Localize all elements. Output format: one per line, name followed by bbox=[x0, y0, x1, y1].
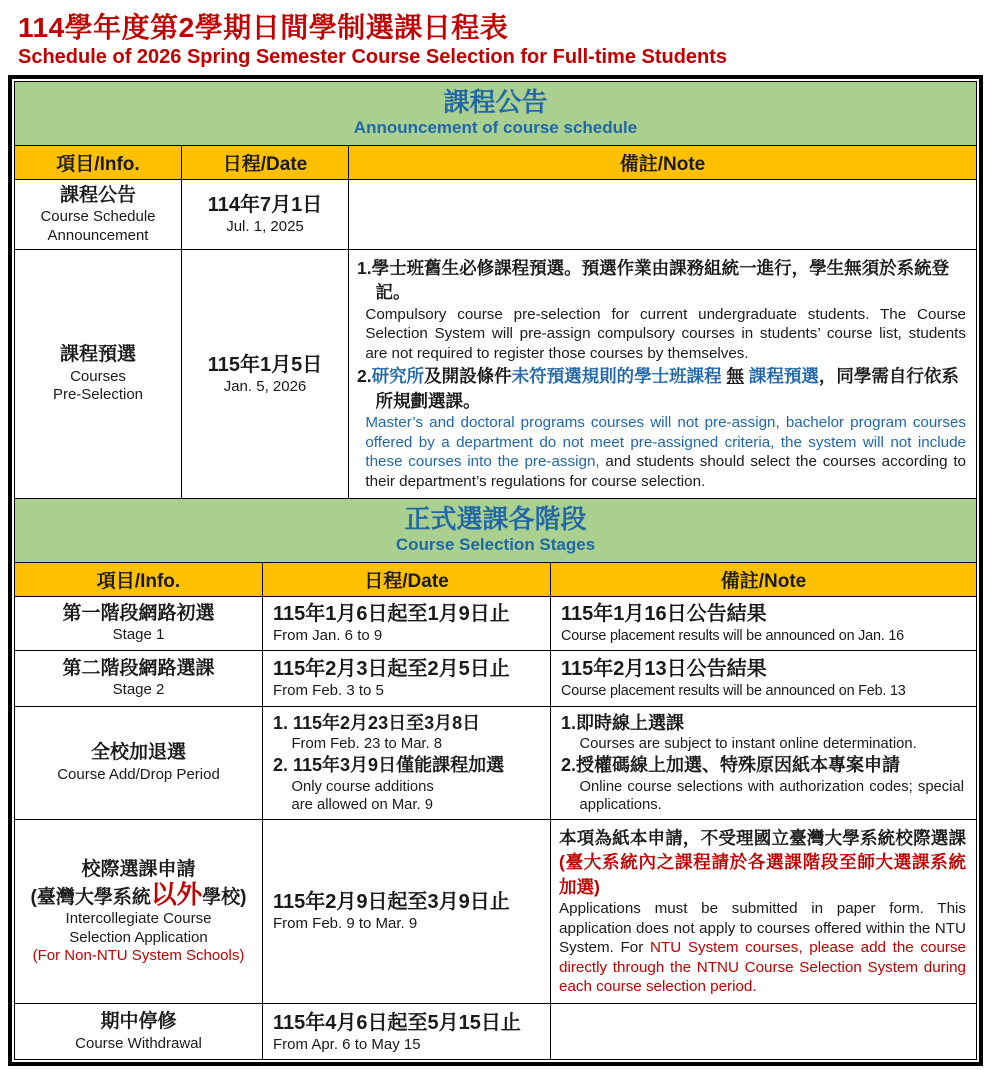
stage1-note-cell bbox=[550, 597, 976, 650]
withdrawal-date-zh: 115年4月6日起至5月15日止 bbox=[273, 1011, 521, 1034]
announcement-date-cell bbox=[181, 180, 348, 249]
page-subtitle: Schedule of 2026 Spring Semester Course Selection for Full-time Students bbox=[18, 46, 728, 68]
intercollegiate-note-zh: 本項為紙本申請，不受理國立臺灣大學系統校際選課(臺大系統內之課程請於各選課階段至師大選課系統加選) bbox=[559, 827, 966, 897]
stage2-note-zh: 115年2月13日公告結果 bbox=[561, 657, 767, 680]
adddrop-note-item2-en: Online course selections with authorization codes; special applications. bbox=[579, 778, 964, 814]
preselection-note-cell bbox=[348, 250, 976, 498]
stage2-note-en: Course placement results will be announced on Feb. 13 bbox=[561, 682, 906, 699]
table-row-stage2 bbox=[14, 651, 977, 707]
intercollegiate-title-zh-line2: (臺灣大學系統以外學校) bbox=[30, 880, 247, 909]
stage1-title-zh: 第一階段網路初選 bbox=[62, 602, 215, 624]
preselection-title-en-line1: Courses bbox=[70, 367, 126, 385]
intercollegiate-date-zh: 115年2月9日起至3月9日止 bbox=[273, 891, 510, 914]
adddrop-note-item1-zh: 1.即時線上選課 bbox=[561, 712, 685, 733]
adddrop-info-cell bbox=[15, 707, 262, 819]
preselection-note-item2-en: Master’s and doctoral programs courses will not pre-assign, bachelor program courses offered by a department do not meet pre-assigned criteria, the system will not include these courses into the pre-assign, and students should select the courses according to their department’s regulations for course selection. bbox=[365, 414, 966, 490]
preselection-date-cell bbox=[181, 250, 348, 498]
intercollegiate-info-cell bbox=[15, 820, 262, 1004]
announcement-title-zh: 課程公告 bbox=[59, 184, 136, 206]
announcement-title-en-line1: Course Schedule bbox=[40, 208, 156, 226]
table-row-announcement bbox=[14, 180, 977, 250]
adddrop-note-item2-zh: 2.授權碼線上加選、特殊原因紙本專案申請 bbox=[561, 755, 901, 776]
intercollegiate-note-cell bbox=[550, 820, 976, 1004]
preselection-date-en: Jan. 5, 2026 bbox=[223, 377, 307, 395]
adddrop-date-item1-zh: 1. 115年2月23日至3月8日 bbox=[273, 712, 481, 733]
stage1-date-en: From Jan. 6 to 9 bbox=[273, 626, 383, 644]
withdrawal-info-cell bbox=[15, 1004, 262, 1059]
stage1-date-cell bbox=[262, 597, 550, 650]
adddrop-date-item2-zh: 2. 115年3月9日僅能課程加選 bbox=[273, 755, 505, 776]
adddrop-title-en: Course Add/Drop Period bbox=[57, 765, 220, 783]
preselection-note-item1-en: Compulsory course pre-selection for current undergraduate students. The Course Selection System will pre-assign compulsory courses in students’ course list, students are not required to register those courses by themselves. bbox=[365, 305, 966, 362]
stage2-title-zh: 第二階段網路選課 bbox=[62, 657, 215, 679]
section2-banner-title-en: Course Selection Stages bbox=[395, 535, 596, 555]
withdrawal-date-cell bbox=[262, 1004, 550, 1059]
preselection-note-item1-zh: 1.學士班舊生必修課程預選。預選作業由課務組統一進行，學生無須於系統登記。 bbox=[357, 257, 950, 303]
adddrop-date-item2-en: Only course additions are allowed on Mar. 9 bbox=[291, 778, 434, 814]
intercollegiate-title-en: Intercollegiate Course Selection Application bbox=[65, 910, 212, 946]
section2-banner bbox=[14, 499, 977, 563]
adddrop-date-item1-en: From Feb. 23 to Mar. 8 bbox=[291, 735, 442, 752]
section1-header-note: 備註/Note bbox=[348, 146, 976, 179]
adddrop-title-zh: 全校加退選 bbox=[90, 742, 186, 764]
stage2-note-cell bbox=[550, 651, 976, 706]
stage2-title-en: Stage 2 bbox=[112, 681, 165, 699]
adddrop-note-item1-en: Courses are subject to instant online determination. bbox=[579, 735, 917, 752]
announcement-note-cell bbox=[348, 180, 976, 249]
table-row-withdrawal bbox=[14, 1004, 977, 1060]
intercollegiate-title-zh-line1: 校際選課申請 bbox=[81, 858, 196, 880]
adddrop-date-cell bbox=[262, 707, 550, 819]
section1-header-date: 日程/Date bbox=[181, 146, 348, 179]
preselection-date-zh: 115年1月5日 bbox=[207, 353, 323, 376]
table-row-preselection bbox=[14, 250, 977, 499]
intercollegiate-date-en: From Feb. 9 to Mar. 9 bbox=[273, 915, 418, 933]
withdrawal-title-en: Course Withdrawal bbox=[75, 1035, 202, 1053]
withdrawal-title-zh: 期中停修 bbox=[100, 1011, 177, 1033]
stage1-title-en: Stage 1 bbox=[112, 626, 165, 644]
page-title: 114學年度第2學期日間學制選課日程表 bbox=[18, 12, 509, 43]
table-row-stage1 bbox=[14, 597, 977, 651]
section2-header-row bbox=[14, 563, 977, 597]
announcement-info-cell bbox=[15, 180, 181, 249]
preselection-title-en-line2: Pre-Selection bbox=[52, 386, 144, 404]
section2-banner-title-zh: 正式選課各階段 bbox=[404, 504, 587, 535]
announcement-date-zh: 114年7月1日 bbox=[207, 193, 323, 216]
schedule-table bbox=[8, 75, 983, 1066]
stage2-date-en: From Feb. 3 to 5 bbox=[273, 681, 384, 699]
announcement-title-en-line2: Announcement bbox=[47, 226, 149, 244]
stage1-note-en: Course placement results will be announced on Jan. 16 bbox=[561, 627, 904, 644]
table-row-adddrop bbox=[14, 707, 977, 820]
section2-header-date: 日程/Date bbox=[262, 563, 550, 596]
adddrop-note-cell bbox=[550, 707, 976, 819]
intercollegiate-date-cell bbox=[262, 820, 550, 1004]
section1-header-info: 項目/Info. bbox=[56, 153, 140, 175]
section1-header-row bbox=[14, 146, 977, 180]
section1-banner-title-zh: 課程公告 bbox=[443, 87, 548, 117]
stage2-info-cell bbox=[15, 651, 262, 706]
announcement-date-en: Jul. 1, 2025 bbox=[226, 217, 304, 235]
intercollegiate-title-en-red: (For Non-NTU System Schools) bbox=[32, 946, 245, 964]
withdrawal-date-en: From Apr. 6 to May 15 bbox=[273, 1035, 421, 1053]
stage1-info-cell bbox=[15, 597, 262, 650]
intercollegiate-note-en: Applications must be submitted in paper form. This application does not apply to courses offered within the NTU System. For NTU System courses, please add the course directly through the NTNU Course Selection System during each course selection period. bbox=[559, 900, 966, 995]
table-row-intercollegiate bbox=[14, 820, 977, 1005]
section2-header-info: 項目/Info. bbox=[96, 570, 181, 592]
stage2-date-zh: 115年2月3日起至2月5日止 bbox=[273, 657, 510, 680]
withdrawal-note-cell bbox=[550, 1004, 976, 1059]
stage1-date-zh: 115年1月6日起至1月9日止 bbox=[273, 602, 510, 625]
preselection-note-item2-zh: 2.研究所及開設條件未符預選規則的學士班課程 無 課程預選，同學需自行依系所規劃選課。 bbox=[357, 366, 959, 411]
section2-header-note: 備註/Note bbox=[550, 563, 976, 596]
stage1-note-zh: 115年1月16日公告結果 bbox=[561, 602, 767, 625]
stage2-date-cell bbox=[262, 651, 550, 706]
preselection-info-cell bbox=[15, 250, 181, 498]
section1-banner bbox=[14, 81, 977, 146]
preselection-title-zh: 課程預選 bbox=[59, 344, 136, 366]
section1-banner-title-en: Announcement of course schedule bbox=[353, 118, 638, 138]
